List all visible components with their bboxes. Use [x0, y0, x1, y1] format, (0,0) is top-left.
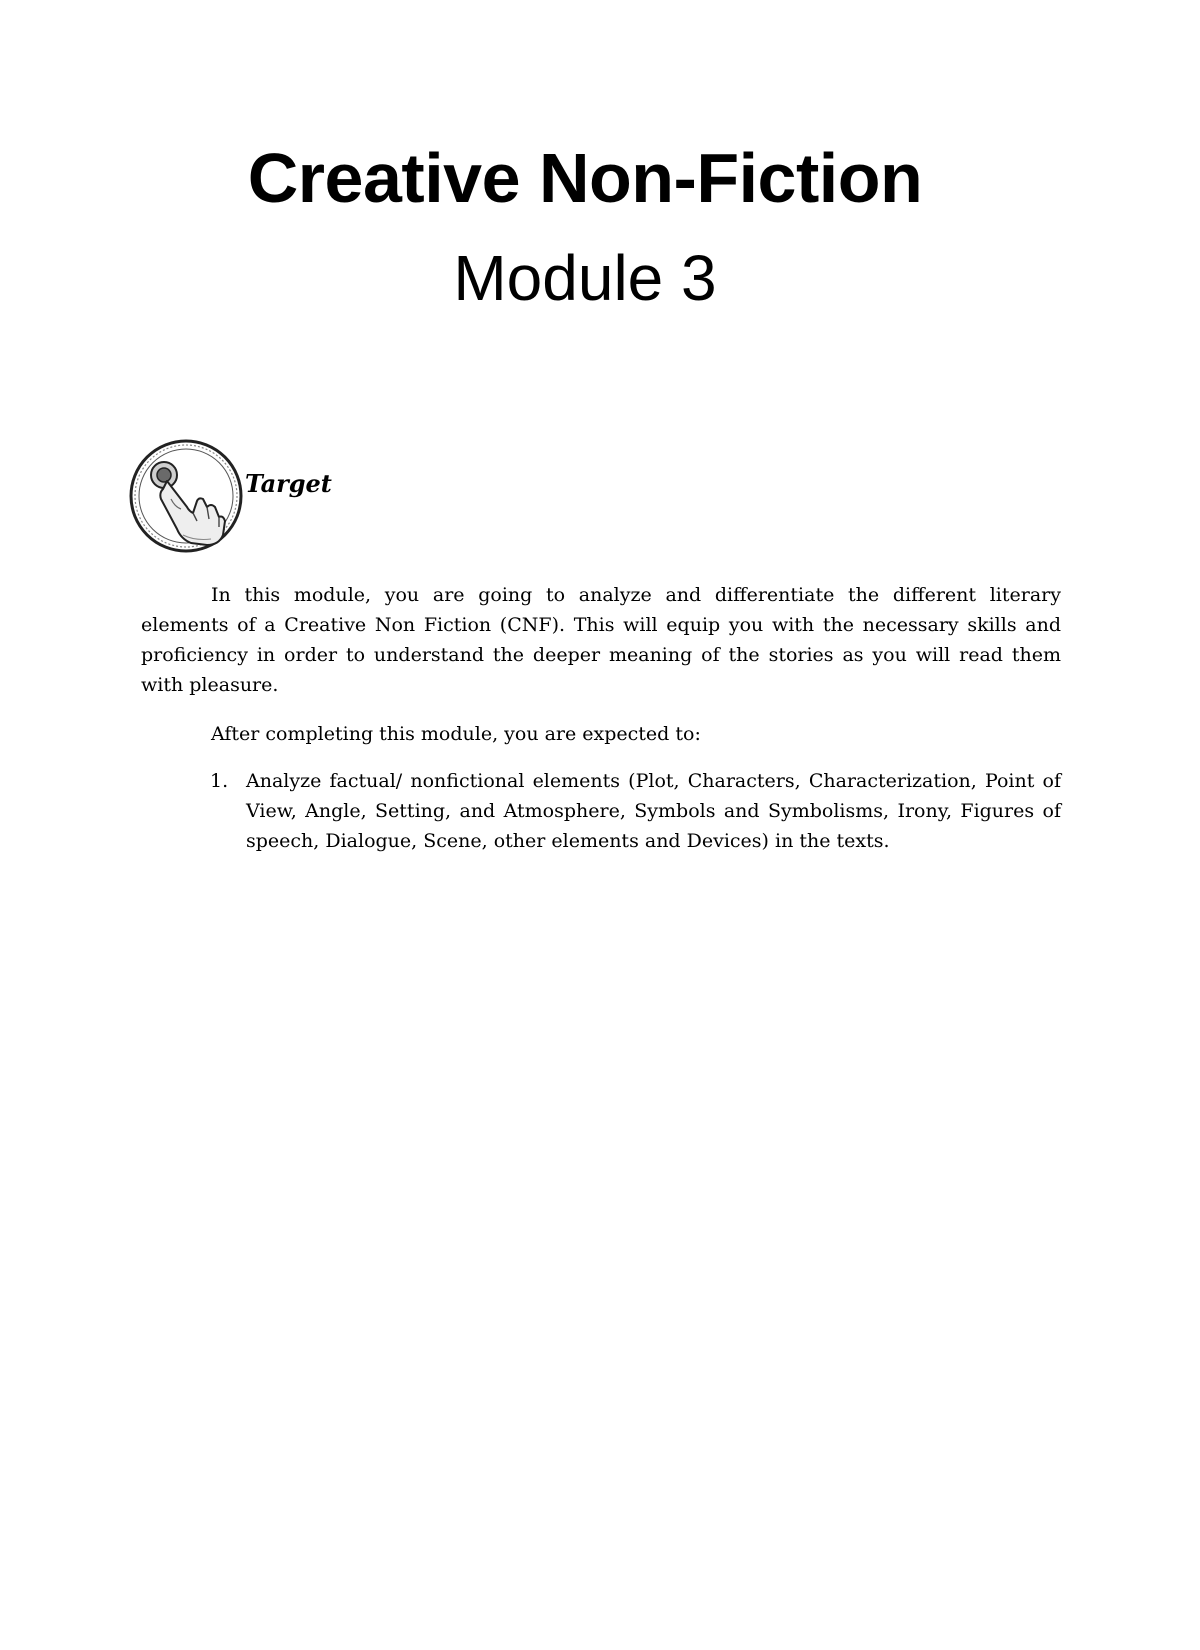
- intro-paragraph: In this module, you are going to analyze and differentiate the different literary elements of a Creative Non Fiction (CNF). This will equip you with the necessary skills and proficiency in order to understand the deeper meaning of the stories as you will read them with pleasure.: [141, 584, 1061, 696]
- document-title: Creative Non-Fiction: [247, 139, 923, 217]
- expectations-intro: After completing this module, you are expected to:: [211, 723, 701, 745]
- pointing-hand-target-icon: [127, 437, 245, 555]
- target-section-header: [127, 437, 367, 567]
- module-number: Module 3: [453, 242, 717, 314]
- objectives-list: [210, 766, 1061, 856]
- list-item-text: Analyze factual/ nonfictional elements (Plot, Characters, Characterization, Point of View, Angle, Setting, and Atmosphere, Symbols and Symbolisms, Irony, Figures of speech, Dialogue, Scene, other elements and Devices) in the texts.: [246, 770, 1061, 852]
- target-heading: Target: [245, 469, 332, 498]
- list-item: [210, 766, 1061, 856]
- list-item-number: 1.: [210, 770, 229, 792]
